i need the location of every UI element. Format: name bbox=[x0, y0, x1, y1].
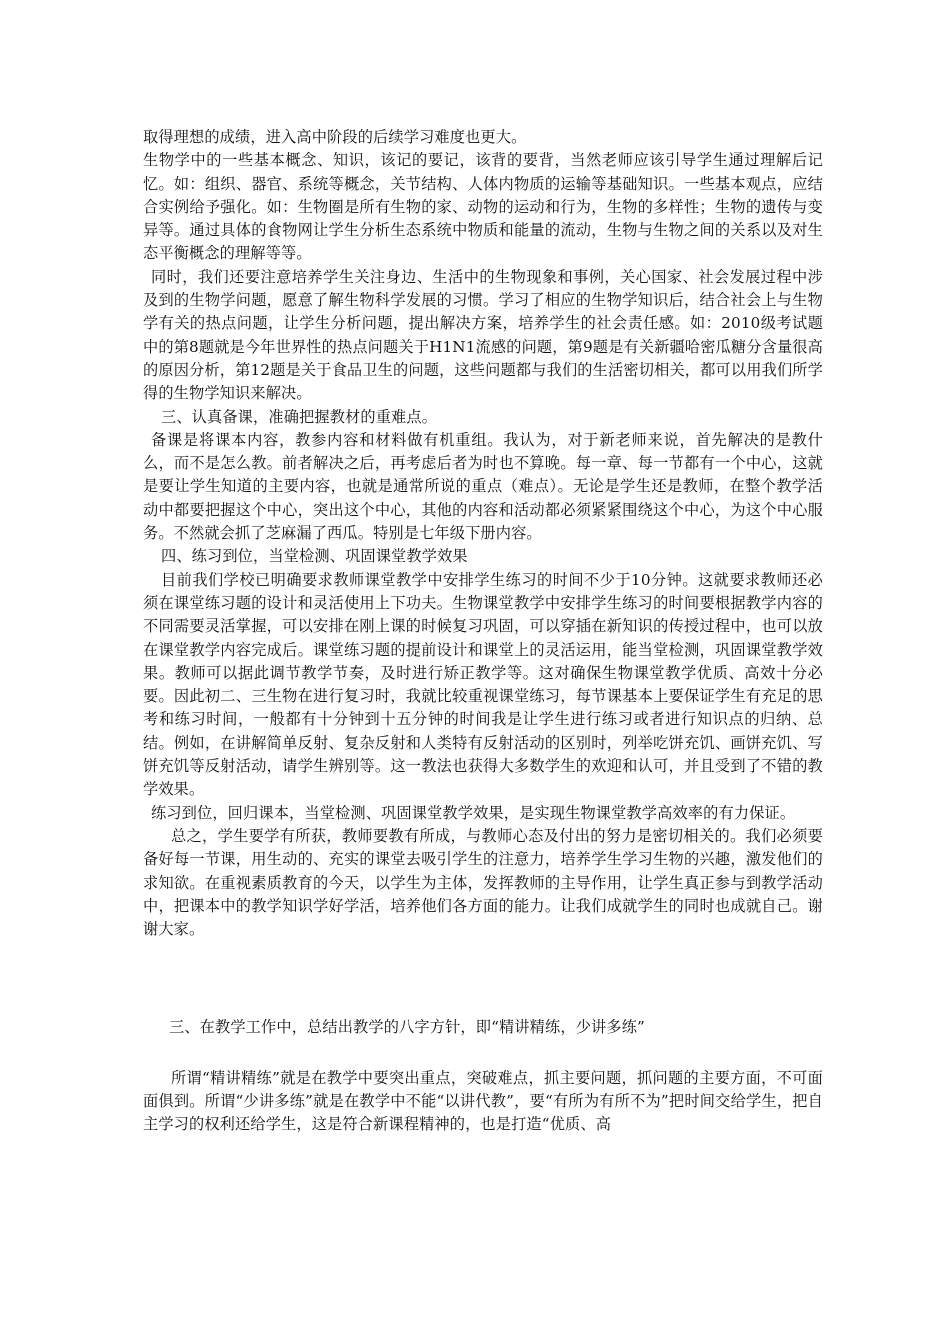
paragraph-1: 取得理想的成绩，进入高中阶段的后续学习难度也更大。 bbox=[143, 128, 527, 146]
blank-space-2 bbox=[143, 1040, 823, 1067]
document-body bbox=[143, 126, 823, 1137]
paragraph-2: 生物学中的一些基本概念、知识，该记的要记，该背的要背，当然老师应该引导学生通过理解后记忆。如：组织、器官、系统等概念，关节结构、人体内物质的运输等基础知识。一些基本观点，应结合实例给予强化。如：生物圈是所有生物的家、动物的运动和行为，生物的多样性；生物的遗传与变异等。通过具体的食物网让学生分析生态系统中物质和能量的流动，生物与生物之间的关系以及对生态平衡概念的理解等等。 bbox=[143, 151, 823, 263]
paragraph-4: 备课是将课本内容，教参内容和材料做有机重组。我认为，对于新老师来说，首先解决的是教什么，而不是怎么教。前者解决之后，再考虑后者为时也不算晚。每一章、每一节都有一个中心，这就是要让学生知道的主要内容，也就是通常所说的重点（难点）。无论是学生还是教师，在整个教学活动中都要把握这个中心，突出这个中心，其他的内容和活动都必须紧紧围绕这个中心，为这个中心服务。不然就会抓了芝麻漏了西瓜。特别是七年级下册内容。 bbox=[143, 430, 823, 543]
paragraph-final: 所谓“精讲精练”就是在教学中要突出重点，突破难点，抓主要问题，抓问题的主要方面，不可面面俱到。所谓“少讲多练”就是在教学中不能“以讲代教”，要“有所为有所不为”把时间交给学生，把自主学习的权利还给学生，这是符合新课程精神的，也是打造“优质、高 bbox=[143, 1068, 823, 1134]
section-heading-eight-character-policy: 三、在教学工作中，总结出教学的八字方针，即“精讲精练，少讲多练” bbox=[169, 1018, 645, 1037]
paragraph-5: 目前我们学校已明确要求教师课堂教学中安排学生练习的时间不少于10分钟。这就要求教师还必须在课堂练习题的设计和灵活使用上下功夫。生物课堂教学中安排学生练习的时间要根据教学内容的不同需要灵活掌握，可以安排在刚上课的时候复习巩固，可以穿插在新知识的传授过程中，也可以放在课堂教学内容完成后。课堂练习题的提前设计和课堂上的灵活运用，能当堂检测，巩固课堂教学效果。教师可以据此调节教学节奏，及时进行矫正教学等。这对确保生物课堂教学优质、高效十分必要。因此初二、三生物在进行复习时，我就比较重视课堂练习，每节课基本上要保证学生有充足的思考和练习时间，一般都有十分钟到十五分钟的时间我是让学生进行练习或者进行知识点的归纳、总结。例如，在讲解简单反射、复杂反射和人类特有反射活动的区别时，列举吃饼充饥、画饼充饥、写饼充饥等反射活动，请学生辨别等。这一教法也获得大多数学生的欢迎和认可，并且受到了不错的教学效果。 bbox=[143, 570, 823, 799]
blank-space bbox=[143, 941, 823, 1016]
paragraph-conclusion: 总之，学生要学有所获，教师要教有所成，与教师心态及付出的努力是密切相关的。我们必须要备好每一节课，用生动的、充实的课堂去吸引学生的注意力，培养学生学习生物的兴趣，激发他们的求知欲。在重视素质教育的今天，以学生为主体，发挥教师的主导作用，让学生真正参与到教学活动中，把课本中的教学知识学好学活，培养他们各方面的能力。让我们成就学生的同时也成就自己。谢谢大家。 bbox=[143, 826, 823, 939]
section-heading-prepare-lessons: 三、认真备课，准确把握教材的重难点。 bbox=[161, 407, 438, 426]
paragraph-6: 练习到位，回归课本，当堂检测、巩固课堂教学效果，是实现生物课堂教学高效率的有力保证。 bbox=[151, 803, 796, 822]
section-heading-practice: 四、练习到位，当堂检测、巩固课堂教学效果 bbox=[161, 547, 468, 566]
paragraph-3: 同时，我们还要注意培养学生关注身边、生活中的生物现象和事例，关心国家、社会发展过程中涉及到的生物学问题，愿意了解生物科学发展的习惯。学习了相应的生物学知识后，结合社会上与生物学有关的热点问题，让学生分析问题，提出解决方案，培养学生的社会责任感。如：2010级考试题中的第8题就是今年世界性的热点问题关于H1N1流感的问题，第9题是有关新疆哈密瓜糖分含量很高的原因分析，第12题是关于食品卫生的问题，这些问题都与我们的生活密切相关，都可以用我们所学得的生物学知识来解决。 bbox=[143, 267, 823, 403]
